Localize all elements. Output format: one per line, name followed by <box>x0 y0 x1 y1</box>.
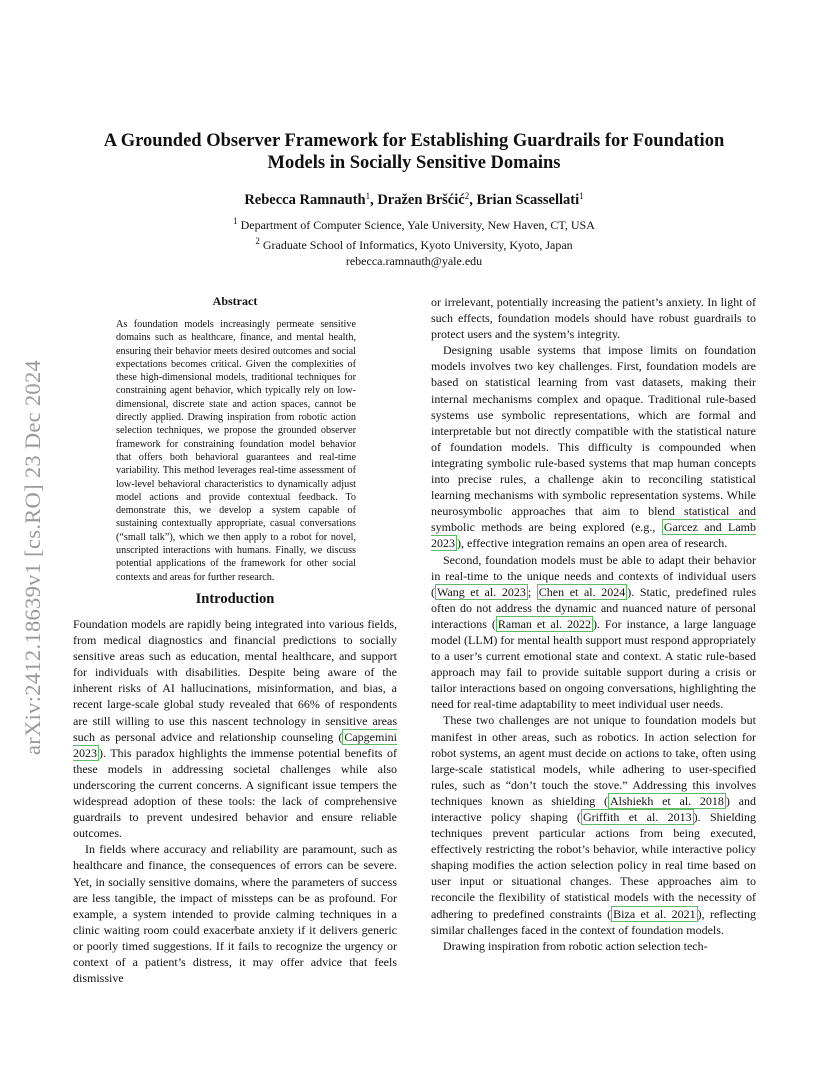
affiliations <box>0 213 828 269</box>
author-name: Dražen Bršćić <box>377 192 465 208</box>
paragraph: Second, foundation models must be able to adapt their behavior in real-time to the unique needs and contexts of individual users ( Wang et al. 2023 ; Chen et al. 2024 ). Static, predefined rules often do not address the dynamic and nuanced nature of personal interactions ( Raman et al. 2022 ). For instance, a large language model (LLM) for mental health support must respond appropriately to a user’s current emotional state and context. A static rule-based approach may fail to provide suitable support during a crisis or tailor interactions based on ongoing conversations, highlighting the need for real-time adaptability to meet individual user needs. <box>431 552 757 712</box>
author-affiliation-mark: 1 <box>579 191 584 201</box>
citation-link[interactable]: Chen et al. 2024 <box>538 584 626 599</box>
section-heading-introduction: Introduction <box>195 591 275 607</box>
arxiv-stamp <box>20 295 56 755</box>
citation-link[interactable]: Alshiekh et al. 2018 <box>610 793 724 808</box>
citation-link[interactable]: Wang et al. 2023 <box>437 584 526 599</box>
affiliation-line: $^1$ Department of Computer Science, Yale University, New Haven, CT, USA <box>233 216 595 232</box>
paragraph: or irrelevant, potentially increasing the patient’s anxiety. In light of such effects, foundation models should have robust guardrails to protect users and the system’s integrity. <box>431 295 756 342</box>
paragraph: Drawing inspiration from robotic action selection tech- <box>443 938 708 953</box>
author-name: Brian Scassellati <box>476 192 580 208</box>
author-email: rebecca.ramnauth@yale.edu <box>345 254 483 268</box>
citation-link[interactable]: Garcez and Lamb 2023 <box>431 520 756 551</box>
paragraph: In fields where accuracy and reliability are paramount, such as healthcare and finance, the consequences of errors can be severe. Yet, in socially sensitive domains, where the parameters of success are less tangible, the impact of missteps can be as profound. For example, a system intended to provide calming techniques in a clinic waiting room could exacerbate anxiety if it delivers generic or poorly timed suggestions. If it fails to recognize the urgency or context of a patient’s distress, it may offer advice that feels dismissive <box>73 842 397 986</box>
citation-link[interactable]: Biza et al. 2021 <box>613 906 696 921</box>
arxiv-stamp-text: arXiv:2412.18639v1 [cs.RO] 23 Dec 2024 <box>20 359 45 755</box>
citation-link[interactable]: Capgemini 2023 <box>73 729 397 760</box>
abstract-heading: Abstract <box>212 294 258 308</box>
author-name: Rebecca Ramnauth <box>244 192 366 208</box>
paper-title: A Grounded Observer Framework for Establishing Guardrails for Foundation Models in Socially Sensitive Domains <box>103 131 725 173</box>
author-list: Rebecca Ramnauth$^1$, Dražen Bršćić$^2$, Brian Scassellati$^1$ <box>244 191 584 208</box>
abstract-body <box>116 318 356 584</box>
citation-link[interactable]: Raman et al. 2022 <box>497 616 591 631</box>
paragraph: Foundation models are rapidly being integrated into various fields, from medical diagnostics and financial predictions to socially sensitive areas such as education, mental healthcare, and support for individuals with disabilities. Despite being aware of the inherent risks of AI hallucinations, misinformation, and bias, a recent large-scale global study revealed that 66% of respondents are still willing to use this nascent technology in sensitive areas such as personal advice and relationship counseling ( Capgemini 2023 ). This paradox highlights the immense potential benefits of these models in addressing societal challenges while also underscoring the current concerns. A significant issue tempers the widespread adoption of these tools: the lack of comprehensive guardrails to prevent undesired behavior and ensure reliable outcomes. <box>73 617 397 841</box>
right-column <box>431 294 756 954</box>
paragraph: These two challenges are not unique to foundation models but manifest in other areas, such as robotics. In action selection for robot systems, an agent must decide on actions to take, often using large-scale statistical models, while adhering to user-specified rules, such as “don’t touch the stove.” Addressing this involves techniques known as shielding ( Alshiekh et al. 2018 ) and interactive policy shaping ( Griffith et al. 2013 ). Shielding techniques prevent particular actions from being executed, effectively restricting the robot’s behavior, while interactive policy shaping modifies the action selection policy in real time based on user input or situational changes. These approaches aim to reconcile the flexibility of statistical models with the necessity of adhering to predefined constraints ( Biza et al. 2021 ), reflecting similar challenges faced in the context of foundation models. <box>431 713 757 937</box>
abstract-text: As foundation models increasingly permeate sensitive domains such as healthcare, finance, and mental health, ensuring their behavior meets desired outcomes and social expectations becomes critical. Given the complexities of these high-dimensional models, traditional techniques for constraining agent behavior, which typically rely on low-dimensional, discrete state and action spaces, cannot be directly applied. Drawing inspiration from robotic action selection techniques, we propose the grounded observer framework for constraining foundation model behavior that offers both behavioral guarantees and real-time variability. This method leverages real-time assessment of low-level behavioral characteristics to dynamically adjust model actions and provide contextual feedback. To demonstrate this, we develop a system capable of sustaining contextually appropriate, casual conversations (“small talk”), which we then apply to a robot for novel, unscripted interactions with humans. Finally, we discuss potential applications of the framework for other social contexts and areas for further research. <box>116 319 356 583</box>
author-affiliation-mark: 1 <box>365 191 371 201</box>
affiliation-line: $^2$ Graduate School of Informatics, Kyoto University, Kyoto, Japan <box>255 236 573 252</box>
citation-link[interactable]: Griffith et al. 2013 <box>582 810 692 824</box>
left-column <box>73 616 397 986</box>
author-affiliation-mark: 2 <box>464 191 470 201</box>
paragraph: Designing usable systems that impose limits on foundation models involves two key challenges. First, foundation models are based on statistical learning from vast datasets, making their internal mechanisms complex and opaque. Traditional rule-based systems use symbolic representations, which are formal and interpretable but not directly compatible with the statistical nature of foundation models. This difficulty is compounded when integrating symbolic rule-based systems that map human concepts into precise rules, a challenge akin to reconciling statistical learning mechanisms with symbolic representation systems. While neurosymbolic approaches that aim to blend statistical and symbolic methods are being explored (e.g., Garcez and Lamb 2023 ), effective integration remains an open area of research. <box>431 343 756 551</box>
